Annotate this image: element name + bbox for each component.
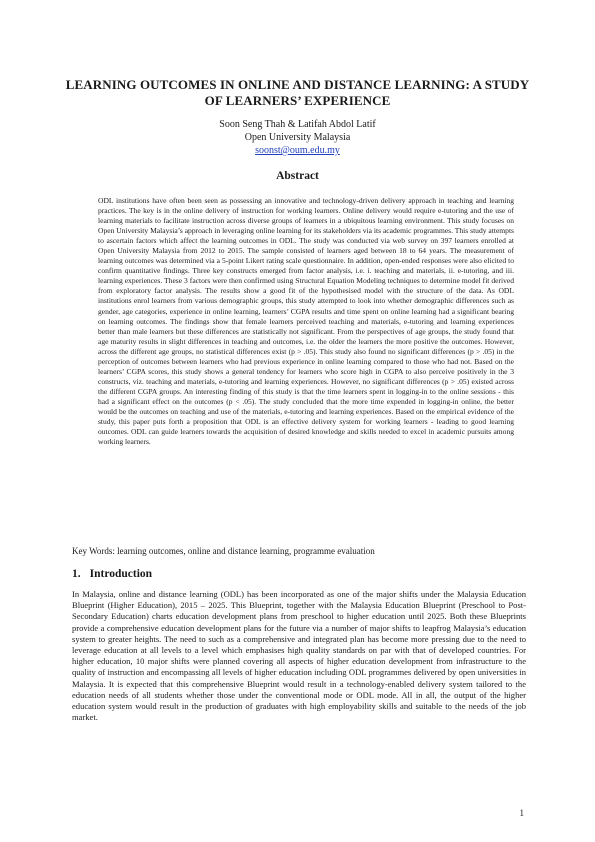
section-number: 1. bbox=[72, 568, 81, 580]
paper-title: LEARNING OUTCOMES IN ONLINE AND DISTANCE LEARNING: A STUDY OF LEARNERS’ EXPERIENCE bbox=[65, 77, 530, 108]
section-heading-introduction bbox=[72, 568, 152, 580]
abstract-text: ODL institutions have often been seen as possessing an innovative and technology-driven delivery approach in teaching and learning practices. The key is in the online delivery of instruction for working learners. Online delivery would require e-tutoring and the use of learning materials to facilitate instruction across diverse groups of learners in a ubiquitous learning environment. This study focuses on Open University Malaysia’s approach in leveraging online learning for its stakeholders via its academic programmes. This study attempts to ascertain factors which affect the learning outcomes in ODL. The study was conducted via web survey on 397 learners enrolled at Open University Malaysia from 2012 to 2015. The sample consisted of learners aged between 18 to 64 years. The measurement of learning outcomes was determined via a 5-point Likert rating scale questionnaire. In addition, open-ended responses were also elicited to confirm quantitative findings. Three key constructs emerged from factor analysis, i.e. i. teaching and materials, ii. e-tutoring, and iii. learning experiences. These 3 factors were then confirmed using Structural Equation Modeling techniques to determine model fit derived from exploratory factor analysis. The results show a good fit of the hypothesised model with the structure of the data. As ODL institutions enrol learners from various demographic groups, this study attempted to look into whether demographic differences such as gender, age categories, experience in online learning, learners’ CGPA results and time spent on online learning had a significant bearing on learning outcomes. The findings show that female learners perceived teaching and materials, e-tutoring and learning experiences better than male learners but these differences are statistically not significant. From the perspectives of age groups, the study found that age maturity results in slight differences in teaching and outcomes, i.e. the older the learners the more positive the outcomes. However, across the different age groups, no statistical differences exist (p > .05). This study also found no significant differences (p > .05) in the perception of outcomes between learners who had previous experience in online learning compared to those who had not. Based on the learners’ CGPA scores, this study shows a general tendency for learners who score high in CGPA to also perceive positively in the 3 constructs, viz. teaching and materials, e-tutoring and learning experiences. However, no significant differences (p > .05) existed across the different CGPA groups. An interesting finding of this study is that the time learners spent in logging-in to the online sessions - this had a significant effect on the outcomes (p < .05). The study concluded that the more time expended in logging-in online, the better would be the outcomes on teaching and use of the materials, e-tutoring and learning experiences. Based on the empirical evidence of the study, this paper puts forth a proposition that ODL is an effective delivery system for working learners - leading to good learning outcomes. ODL can guide learners towards the acquisition of desired knowledge and skills needed to excel in academic pursuits among working learners. bbox=[98, 196, 514, 447]
author-names: Soon Seng Thah & Latifah Abdol Latif bbox=[219, 119, 376, 130]
author-email-link[interactable]: soonst@oum.edu.my bbox=[255, 145, 340, 156]
section-title: Introduction bbox=[89, 568, 153, 580]
page-number: 1 bbox=[519, 808, 524, 818]
keywords-line: Key Words: learning outcomes, online and distance learning, programme evaluation bbox=[72, 546, 375, 556]
introduction-text: In Malaysia, online and distance learning (ODL) has been incorporated as one of the major shifts under the Malaysia Education Blueprint (Higher Education), 2015 – 2025. This Blueprint, together with the Malaysia Education Blueprint (Preschool to Post-Secondary Education) charts education development plans from preschool to higher education until 2025. Both these Blueprints provide a comprehensive education development plans for the future via a number of major shifts to leapfrog Malaysia’s education system to greater heights. The need to such as a comprehensive and integrated plan has become more pressing due to the need to leverage education at all levels to a level which emphasises high quality standards on par with that of developed countries. For higher education, 10 major shifts were planned covering all aspects of higher education development from infrastructure to the quality of instruction and encompassing all levels of higher education including ODL programmes delivered by open universities in Malaysia. It is expected that this comprehensive Blueprint would result in a technology-enabled delivery system tailored to the education needs of all students whether those under the conventional mode or ODL mode. All in all, the output of the higher education system would result in the production of graduates with high employability skills and suitable to the needs of the job market. bbox=[72, 589, 526, 723]
author-affiliation: Open University Malaysia bbox=[244, 132, 351, 143]
abstract-heading: Abstract bbox=[276, 170, 319, 182]
author-block bbox=[60, 118, 535, 157]
